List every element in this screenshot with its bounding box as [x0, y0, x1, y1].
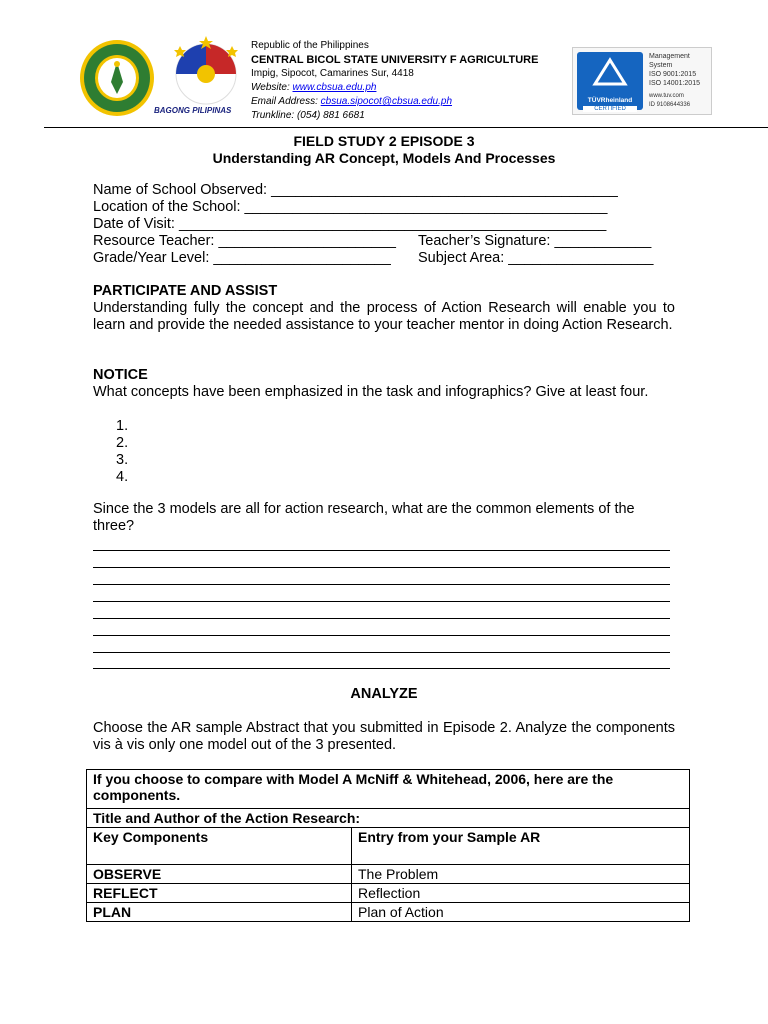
table-intro-cell: If you choose to compare with Model A McNiff & Whitehead, 2006, here are the components.	[87, 770, 690, 809]
table-row	[87, 884, 690, 903]
signature-field[interactable]: Teacher’s Signature: ____________	[418, 233, 652, 249]
table-row	[87, 828, 690, 865]
notice-heading: NOTICE	[93, 367, 148, 383]
participate-heading: PARTICIPATE AND ASSIST	[93, 283, 278, 299]
header-text-block	[251, 39, 538, 123]
answer-line[interactable]	[93, 668, 670, 669]
university-seal	[73, 38, 167, 118]
column-header: Key Components	[87, 828, 352, 865]
trunkline: Trunkline: (054) 881 6681	[251, 110, 365, 121]
list-item: 1.	[116, 418, 129, 434]
answer-line[interactable]	[93, 550, 670, 551]
grade-field[interactable]: Grade/Year Level: ______________________	[93, 250, 391, 266]
cert-line: ID 9108644336	[649, 102, 691, 108]
component-cell: PLAN	[87, 903, 352, 922]
cert-line: www.tuv.com	[649, 93, 684, 99]
answer-line[interactable]	[93, 601, 670, 602]
cert-line: ISO 9001:2015	[649, 71, 697, 78]
title-author-cell[interactable]: Title and Author of the Action Research:	[87, 809, 690, 828]
cert-line: ISO 14001:2015	[649, 80, 700, 87]
component-cell: REFLECT	[87, 884, 352, 903]
page-title: FIELD STUDY 2 EPISODE 3	[293, 133, 475, 149]
date-field[interactable]: Date of Visit: _____________________________________________________	[93, 216, 607, 232]
table-row	[87, 903, 690, 922]
university-name: CENTRAL BICOL STATE UNIVERSITY F AGRICULTURE	[251, 54, 539, 66]
bagong-pilipinas-text: BAGONG PILIPINAS	[154, 106, 232, 115]
teacher-field[interactable]: Resource Teacher: ______________________	[93, 233, 396, 249]
website-link[interactable]: www.cbsua.edu.ph	[292, 82, 377, 93]
component-cell: OBSERVE	[87, 865, 352, 884]
answer-line[interactable]	[93, 567, 670, 568]
column-header: Entry from your Sample AR	[352, 828, 690, 865]
answer-line[interactable]	[93, 618, 670, 619]
tuv-brand: TÜVRheinland	[587, 97, 633, 104]
cert-line: Management	[649, 53, 690, 60]
school-field[interactable]: Name of School Observed: ___________________________________________	[93, 182, 618, 198]
entry-cell[interactable]: Plan of Action	[352, 903, 690, 922]
tuv-logo	[577, 52, 643, 110]
list-item: 4.	[116, 469, 129, 485]
participate-text: Understanding fully the concept and the process of Action Research will enable you to learn and provide the needed assistance to your teacher mentor in doing Action Research.	[93, 300, 675, 333]
notice-question-2: Since the 3 models are all for action research, what are the common elements of the three?	[93, 501, 635, 534]
tuv-certification-badge	[572, 47, 712, 115]
list-item: 3.	[116, 452, 129, 468]
analyze-text: Choose the AR sample Abstract that you submitted in Episode 2. Analyze the components vis à vis only one model out of the 3 presented.	[93, 720, 675, 753]
list-item: 2.	[116, 435, 129, 451]
location-field[interactable]: Location of the School: _____________________________________________	[93, 199, 608, 215]
email-link[interactable]: cbsua.sipocot@cbsua.edu.ph	[320, 96, 453, 107]
subject-field[interactable]: Subject Area: __________________	[418, 250, 654, 266]
answer-line[interactable]	[93, 635, 670, 636]
table-row	[87, 865, 690, 884]
tuv-triangle-icon	[577, 52, 643, 92]
cert-line: System	[649, 62, 673, 69]
components-table	[86, 769, 690, 922]
entry-cell[interactable]: The Problem	[352, 865, 690, 884]
bagong-pilipinas-logo	[154, 34, 250, 120]
republic-line: Republic of the Philippines	[251, 40, 369, 51]
analyze-heading: ANALYZE	[350, 686, 418, 702]
tuv-certified: CERTIFIED	[583, 106, 637, 112]
email-line: Email Address: cbsua.sipocot@cbsua.edu.ph	[251, 96, 453, 107]
entry-cell[interactable]: Reflection	[352, 884, 690, 903]
address-line: Impig, Sipocot, Camarines Sur, 4418	[251, 68, 414, 79]
page-subtitle: Understanding AR Concept, Models And Processes	[212, 150, 556, 166]
answer-line[interactable]	[93, 584, 670, 585]
table-row	[87, 809, 690, 828]
header-divider	[44, 127, 768, 128]
table-row	[87, 770, 690, 809]
notice-question: What concepts have been emphasized in the task and infographics? Give at least four.	[93, 384, 649, 400]
website-line: Website: www.cbsua.edu.ph	[251, 82, 377, 93]
answer-line[interactable]	[93, 652, 670, 653]
